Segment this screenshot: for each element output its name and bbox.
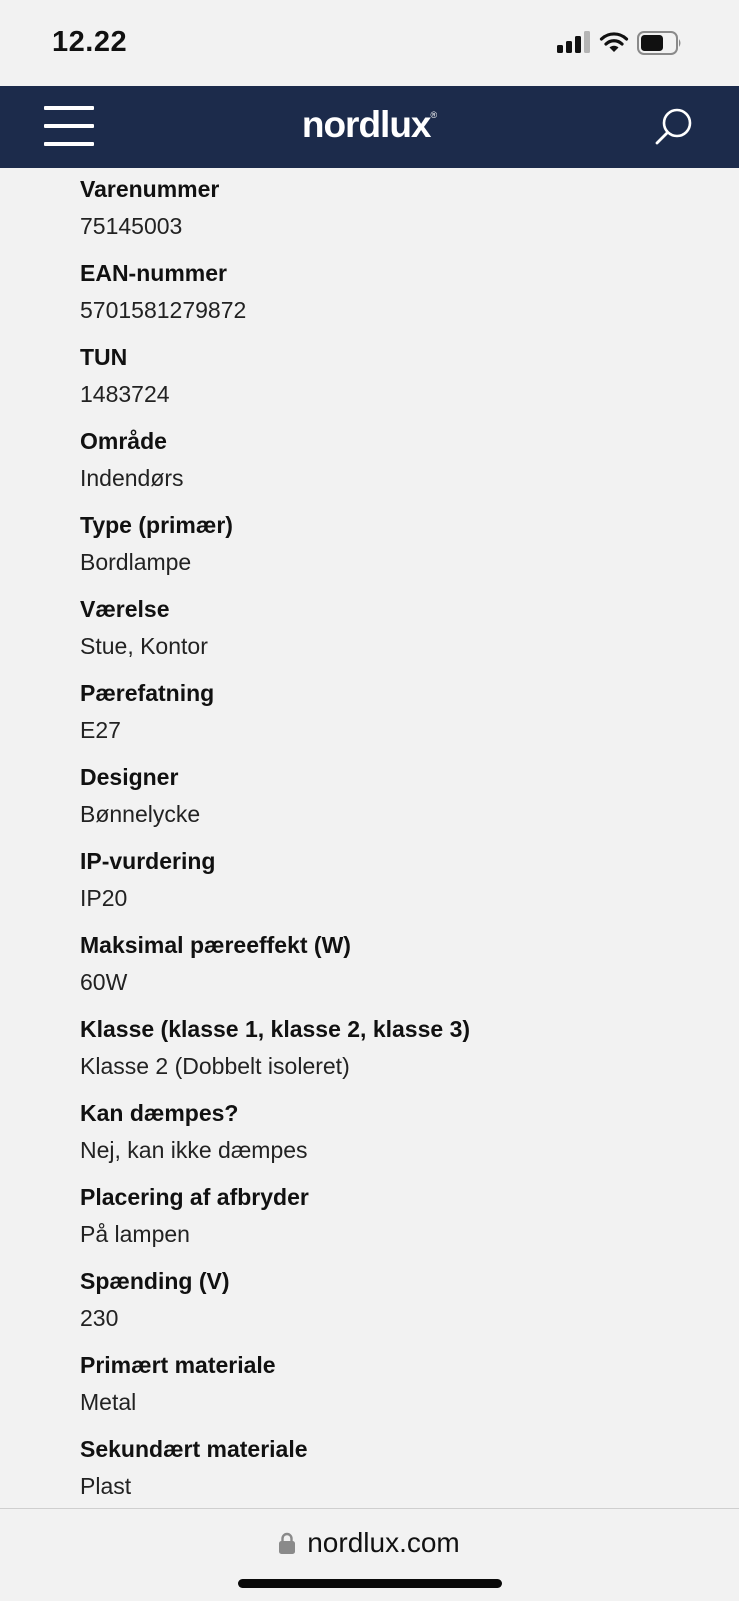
brand-name: nordlux bbox=[301, 104, 431, 145]
spec-value: Indendørs bbox=[80, 465, 184, 491]
spec-value: Metal bbox=[80, 1389, 137, 1415]
spec-value: Bordlampe bbox=[80, 549, 192, 575]
spec-row bbox=[80, 1092, 700, 1176]
spec-row bbox=[80, 588, 700, 672]
spec-label: Varenummer bbox=[80, 176, 220, 202]
registered-mark: ® bbox=[430, 110, 438, 120]
spec-value: 5701581279872 bbox=[80, 297, 247, 323]
spec-label: TUN bbox=[80, 344, 128, 370]
battery-icon bbox=[637, 31, 683, 55]
spec-label: Placering af afbryder bbox=[80, 1184, 309, 1210]
spec-value: 75145003 bbox=[80, 213, 183, 239]
brand-logo[interactable] bbox=[0, 104, 739, 146]
spec-label: Type (primær) bbox=[80, 512, 233, 538]
spec-value: E27 bbox=[80, 717, 121, 743]
spec-value: 60W bbox=[80, 969, 128, 995]
wifi-icon bbox=[599, 31, 629, 53]
spec-label: Sekundært materiale bbox=[80, 1436, 308, 1462]
spec-value: IP20 bbox=[80, 885, 128, 911]
spec-label: Designer bbox=[80, 764, 179, 790]
spec-row bbox=[80, 672, 700, 756]
spec-row bbox=[80, 504, 700, 588]
status-time: 12.22 bbox=[52, 26, 128, 58]
spec-label: Værelse bbox=[80, 596, 170, 622]
spec-row bbox=[80, 1260, 700, 1344]
spec-row bbox=[80, 1176, 700, 1260]
spec-row bbox=[80, 336, 700, 420]
spec-row bbox=[80, 1008, 700, 1092]
spec-value: 1483724 bbox=[80, 381, 170, 407]
url-text: nordlux.com bbox=[307, 1527, 460, 1558]
spec-value: Stue, Kontor bbox=[80, 633, 208, 659]
spec-label: Område bbox=[80, 428, 167, 454]
spec-label: IP-vurdering bbox=[80, 848, 216, 874]
spec-label: Kan dæmpes? bbox=[80, 1100, 239, 1126]
cellular-signal-icon bbox=[557, 31, 591, 53]
spec-row bbox=[80, 756, 700, 840]
spec-row bbox=[80, 840, 700, 924]
url-display[interactable] bbox=[0, 1527, 739, 1561]
spec-value: På lampen bbox=[80, 1221, 190, 1247]
spec-row bbox=[80, 168, 700, 252]
spec-label: Klasse (klasse 1, klasse 2, klasse 3) bbox=[80, 1016, 471, 1042]
spec-row bbox=[80, 1344, 700, 1428]
spec-label: Pærefatning bbox=[80, 680, 215, 706]
spec-label: Maksimal pæreeffekt (W) bbox=[80, 932, 351, 958]
spec-row bbox=[80, 420, 700, 504]
lock-icon bbox=[279, 1529, 295, 1561]
spec-value: Nej, kan ikke dæmpes bbox=[80, 1137, 308, 1163]
spec-value: Klasse 2 (Dobbelt isoleret) bbox=[80, 1053, 350, 1079]
home-indicator[interactable] bbox=[238, 1579, 502, 1588]
spec-value: Plast bbox=[80, 1473, 132, 1499]
spec-row bbox=[80, 1428, 700, 1512]
spec-value: Bønnelycke bbox=[80, 801, 201, 827]
spec-row bbox=[80, 252, 700, 336]
site-header bbox=[0, 86, 739, 168]
spec-label: Spænding (V) bbox=[80, 1268, 230, 1294]
search-icon[interactable] bbox=[653, 106, 695, 148]
product-specifications bbox=[80, 168, 700, 1512]
spec-value: 230 bbox=[80, 1305, 119, 1331]
spec-label: Primært materiale bbox=[80, 1352, 276, 1378]
spec-row bbox=[80, 924, 700, 1008]
spec-label: EAN-nummer bbox=[80, 260, 227, 286]
status-bar bbox=[0, 0, 739, 86]
